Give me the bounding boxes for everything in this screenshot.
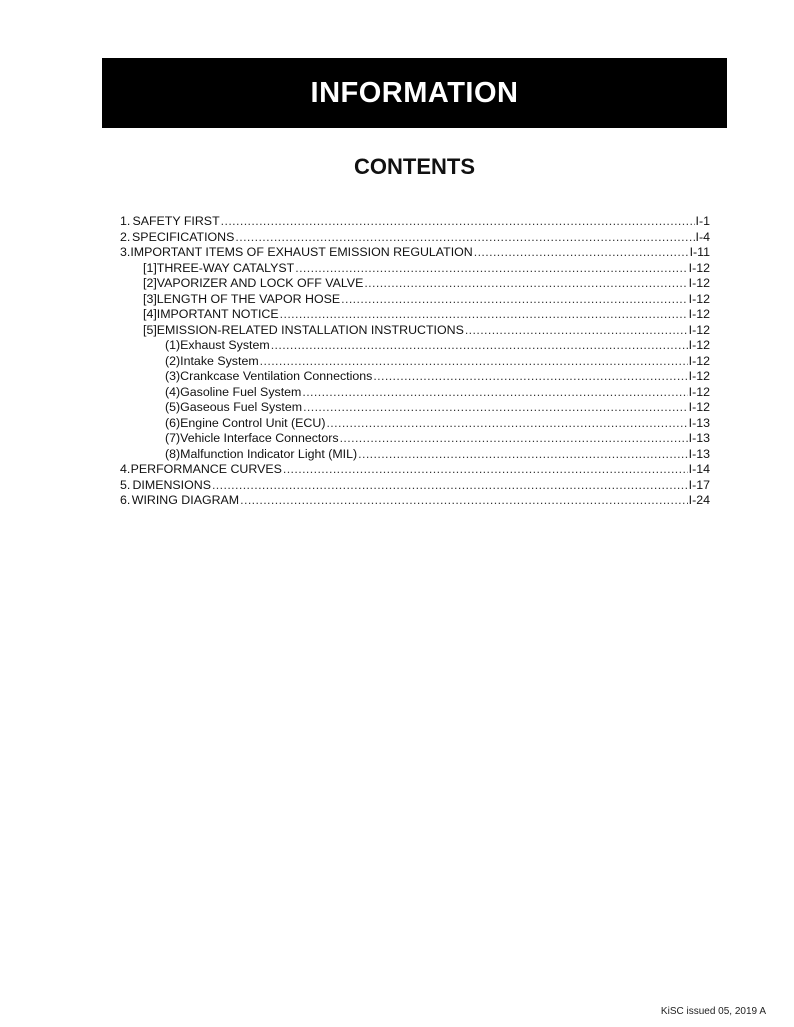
toc-entry[interactable] (120, 354, 710, 370)
dot-leader (295, 261, 687, 277)
toc-entry-label: PERFORMANCE CURVES (130, 462, 282, 476)
toc-entry[interactable] (120, 447, 710, 463)
toc-entry[interactable] (120, 478, 710, 494)
toc-entry-page: I-24 (688, 493, 710, 507)
toc-entry-number: 5. (120, 477, 131, 492)
toc-entry-number: (3) (165, 369, 181, 383)
toc-entry[interactable] (120, 214, 710, 230)
dot-leader (271, 338, 688, 354)
toc-entry-number: (7) (165, 431, 181, 445)
toc-entry-label: VAPORIZER AND LOCK OFF VALVE (156, 276, 364, 290)
toc-entry-page: I-12 (688, 276, 710, 290)
toc-entry-page: I-12 (688, 384, 710, 399)
toc-entry-number: 3. (120, 245, 131, 259)
toc-entry-number: (2) (165, 353, 181, 368)
footer-issue-text: KiSC issued 05, 2019 A (660, 1006, 766, 1017)
dot-leader (235, 230, 694, 246)
toc-entry-label: IMPORTANT ITEMS OF EXHAUST EMISSION REGULATION (130, 245, 473, 259)
toc-entry[interactable] (120, 307, 710, 323)
toc-entry-label: Gaseous Fuel System (180, 400, 303, 414)
toc-entry-number: (6) (165, 415, 181, 430)
dot-leader (326, 416, 687, 432)
contents-heading: CONTENTS (354, 154, 475, 179)
dot-leader (240, 493, 688, 509)
toc-entry-number: [2] (143, 276, 157, 290)
toc-entry-number: [3] (143, 291, 157, 306)
toc-entry-page: I-17 (688, 477, 710, 492)
dot-leader (283, 462, 688, 478)
toc-entry-label: Exhaust System (180, 338, 270, 352)
page-title: INFORMATION (310, 76, 519, 109)
toc-entry-page: I-12 (688, 291, 710, 306)
toc-entry-number: [5] (143, 322, 157, 337)
dot-leader (302, 385, 687, 401)
toc-entry-label: Engine Control Unit (ECU) (180, 415, 326, 430)
toc-entry-page: I-12 (688, 260, 710, 275)
toc-entry-number: 4. (120, 462, 131, 476)
toc-entry-label: LENGTH OF THE VAPOR HOSE (156, 291, 341, 306)
toc-entry-label: THREE-WAY CATALYST (156, 260, 295, 275)
toc-entry-page: I-1 (695, 214, 710, 228)
dot-leader (373, 369, 687, 385)
dot-leader (212, 478, 688, 494)
toc-entry[interactable] (120, 261, 710, 277)
toc-entry-page: I-11 (689, 245, 710, 259)
toc-entry[interactable] (120, 416, 710, 432)
toc-entry-page: I-12 (688, 338, 710, 352)
toc-entry-page: I-12 (688, 322, 710, 337)
toc-entry-label: IMPORTANT NOTICE (156, 307, 279, 321)
toc-entry-number: 1. (120, 214, 131, 228)
toc-entry[interactable] (120, 230, 710, 246)
toc-entry-label: SAFETY FIRST (132, 214, 220, 228)
toc-entry-label: WIRING DIAGRAM (131, 493, 240, 507)
dot-leader (280, 307, 688, 323)
toc-entry-page: I-12 (688, 353, 710, 368)
toc-entry-page: I-13 (688, 431, 710, 445)
header-banner (102, 58, 727, 128)
toc-entry[interactable] (120, 276, 710, 292)
toc-entry[interactable] (120, 292, 710, 308)
toc-entry[interactable] (120, 431, 710, 447)
dot-leader (465, 323, 688, 339)
toc-entry-label: EMISSION-RELATED INSTALLATION INSTRUCTIONS (156, 322, 464, 337)
toc-entry[interactable] (120, 369, 710, 385)
toc-entry-number: (8) (165, 446, 181, 461)
toc-entry-number: [4] (143, 307, 157, 321)
dot-leader (260, 354, 688, 370)
toc-entry-label: DIMENSIONS (132, 477, 211, 492)
toc-entry-page: I-13 (688, 446, 710, 461)
toc-entry-number: (4) (165, 384, 181, 399)
dot-leader (221, 214, 695, 230)
dot-leader (358, 447, 687, 463)
toc-entry-page: I-12 (688, 369, 710, 383)
toc-entry-number: (1) (165, 338, 181, 352)
toc-entry-number: [1] (143, 260, 157, 275)
toc-entry-number: 6. (120, 493, 131, 507)
table-of-contents (120, 214, 710, 509)
toc-entry-label: Malfunction Indicator Light (MIL) (180, 446, 358, 461)
toc-entry-number: 2. (120, 229, 131, 244)
toc-entry[interactable] (120, 323, 710, 339)
toc-entry[interactable] (120, 493, 710, 509)
toc-entry-label: SPECIFICATIONS (132, 229, 235, 244)
dot-leader (303, 400, 688, 416)
toc-entry-page: I-4 (695, 229, 710, 244)
toc-entry-page: I-12 (688, 307, 710, 321)
toc-entry-label: Vehicle Interface Connectors (180, 431, 339, 445)
dot-leader (364, 276, 687, 292)
toc-entry[interactable] (120, 245, 710, 261)
toc-entry[interactable] (120, 338, 710, 354)
toc-entry-label: Crankcase Ventilation Connections (180, 369, 373, 383)
toc-entry-page: I-13 (688, 415, 710, 430)
toc-entry-number: (5) (165, 400, 181, 414)
toc-entry-page: I-14 (688, 462, 710, 476)
toc-entry[interactable] (120, 400, 710, 416)
toc-entry[interactable] (120, 462, 710, 478)
toc-entry[interactable] (120, 385, 710, 401)
toc-entry-page: I-12 (688, 400, 710, 414)
toc-entry-label: Intake System (180, 353, 259, 368)
dot-leader (474, 245, 689, 261)
dot-leader (341, 292, 687, 308)
toc-entry-label: Gasoline Fuel System (180, 384, 302, 399)
dot-leader (340, 431, 688, 447)
